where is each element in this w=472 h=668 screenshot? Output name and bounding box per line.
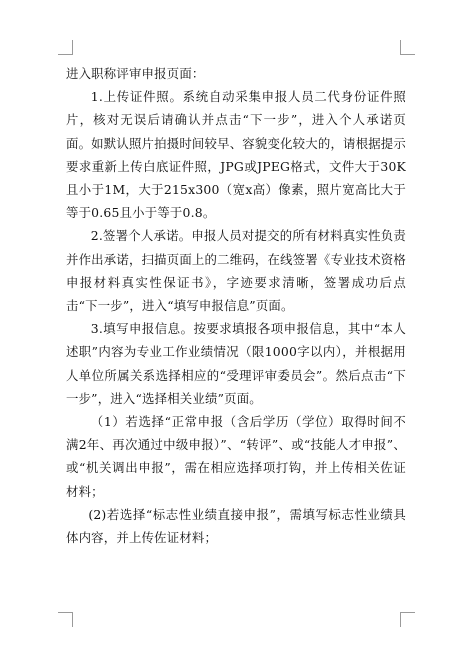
crop-mark-bottom-left bbox=[58, 612, 73, 627]
crop-mark-bottom-right bbox=[400, 612, 415, 627]
crop-mark-top-left bbox=[58, 40, 73, 55]
paragraph-upload-photo: 1.上传证件照。系统自动采集申报人员二代身份证件照片，核对无误后请确认并点击“下一步”，进入个人承诺页面。如默认照片拍摄时间较早、容貌变化较大的，请根据提示要求重新上传白底证件照，JPG或JPEG格式，文件大于30K且小于1M，大于215x300（宽x高）像素，照片宽高比大于等于0.65且小于等于0.8。 bbox=[66, 89, 406, 221]
intro-line: 进入职称评审申报页面： bbox=[66, 66, 205, 81]
paragraph-option-landmark: (2)若选择“标志性业绩直接申报”，需填写标志性业绩具体内容，并上传佐证材料； bbox=[66, 506, 406, 546]
paragraph-sign-commitment: 2.签署个人承诺。申报人员对提交的所有材料真实性负责并作出承诺，扫描页面上的二维码，在线签署《专业技术资格申报材料真实性保证书》，字迹要求清晰，签署成功后点击“下一步”，进入“填写申报信息”页面。 bbox=[66, 228, 406, 314]
document-body bbox=[66, 62, 406, 549]
paragraph-option-normal: （1）若选择“正常申报（含后学历（学位）取得时间不满2年、再次通过中级申报）”、“转评”、或“技能人才申报”、或“机关调出申报”，需在相应选择项打钩，并上传相关佐证材料； bbox=[66, 414, 406, 499]
crop-mark-top-right bbox=[400, 40, 415, 55]
paragraph-fill-info: 3.填写申报信息。按要求填报各项申报信息，其中“本人述职”内容为专业工作业绩情况（限1000字以内），并根据用人单位所属关系选择相应的“受理评审委员会”。然后点击“下一步”，进入“选择相关业绩”页面。 bbox=[66, 321, 406, 406]
